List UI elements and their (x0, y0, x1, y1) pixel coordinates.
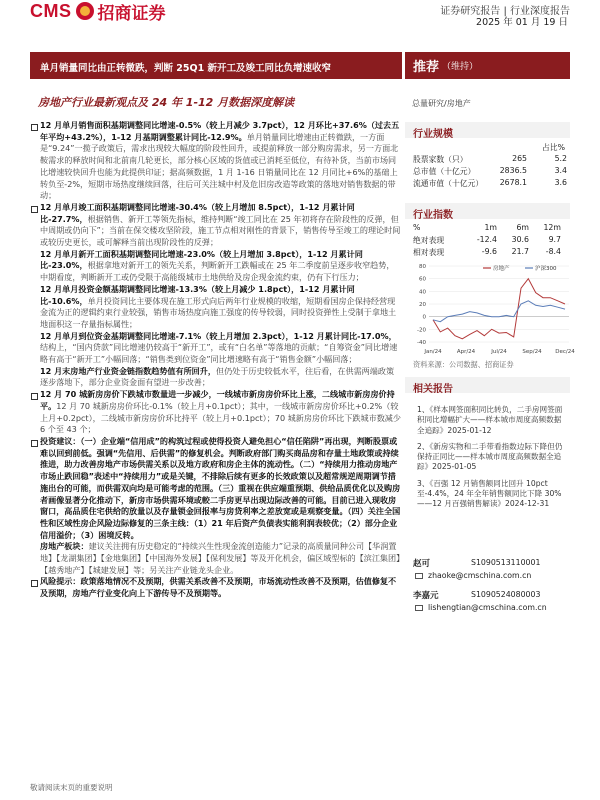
table-cell: -9.6 (481, 247, 497, 256)
y-tick-label: -20 (417, 327, 426, 334)
table-cell: 30.6 (511, 235, 529, 244)
x-tick-label: Sep/24 (522, 349, 542, 355)
x-tick-label: Apr/24 (456, 349, 476, 355)
body-paragraph (30, 436, 402, 541)
mail-icon (413, 605, 428, 611)
table-cell: 265 (512, 154, 527, 163)
y-tick-label: 20 (419, 302, 426, 308)
company-logo (30, 0, 166, 22)
paragraph-lead: 12 月单月销售面积基期调整同比增速-0.5%（较上月减少 3.7pct），12 月环比+37.6%（过去五年平均+43.2%），1-12 月基期调整累计同比-12.9%。 (40, 120, 400, 142)
author-license: S1090524080003 (471, 590, 541, 599)
page-header (0, 0, 600, 52)
paragraph-text: 但仍处于历史较低水平，往后看，在供需两端政策逐步落地下，部分企业资金面有望进一步改善； (40, 365, 395, 388)
table-cell: 21.7 (511, 247, 529, 256)
paragraph-text: 建议关注拥有历史稳定的“持续兴生性现金流创造能力”记录的高质量同种公司【华润置地】【龙湖集团】【金地集团】【中国海外发展】【保利发展】等及开化机会，偏区域型标的【滨江集团】【越秀地产】【城建发展】等；另关注产业链龙头企业。 (40, 541, 401, 575)
body-paragraph (30, 331, 402, 366)
author-row (413, 588, 573, 601)
paragraph-lead: 12 月末房地产行业资金链指数趋势值有所回升， (40, 365, 216, 376)
index-title: 行业指数 (405, 203, 570, 219)
page-footer: 敬请阅读末页的重要说明 (30, 783, 113, 792)
table-cell: % (413, 223, 421, 232)
paragraph-text: 结构上，“国内贷款”同比增速仍较高于“新开工”，或有“白名单”等落地的贡献；“自筹资金”同比增速略有高于“新开工”小幅回落；“销售类到位资金”同比增速略有高于“销售金额”小幅回落； (40, 342, 398, 365)
main-body (30, 120, 402, 760)
body-paragraph (30, 576, 402, 599)
logo-cn: 招商证券 (97, 3, 166, 24)
body-paragraph (30, 284, 402, 331)
y-tick-label: 40 (419, 289, 426, 296)
table-cell: 流通市值（十亿元） (413, 179, 484, 188)
table-cell: 1m (484, 223, 497, 232)
table-cell: 5.2 (554, 154, 567, 163)
body-paragraph (30, 389, 402, 436)
table-cell: 相对表现 (413, 248, 445, 257)
side-category: 总量研究/房地产 (412, 99, 471, 108)
table-row (413, 154, 567, 166)
body-paragraph (30, 541, 402, 576)
paragraph-lead: 12 月单月到位资金基期调整同比增速-7.1%（较上月增加 2.3pct），1-12 月累计同比-17.0%， (40, 330, 397, 341)
table-cell: 2678.1 (499, 178, 527, 187)
table-cell: 3.4 (554, 166, 567, 175)
legend-label: 房地产 (493, 266, 510, 272)
table-row (413, 166, 567, 178)
headline-banner: 单月销量同比由正转微跌，判断 25Q1 新开工及竣工同比负增速收窄 (30, 52, 402, 79)
index-table (413, 223, 561, 259)
paragraph-text: 单月销量同比增速由正转微跌，一方面是“9.24”一揽子政策后，需求出现较大幅度的阶段性回升，或提前释放一部分购房需求，另一方面北鞍需求的释放时间和北前南几轮更长，部分核心区域的货值或已消耗至低位，有待补货，当前市场同比增速较快回升也能为此提供印证；据高频数据，1 月 1-16 日销量同比在 12 月同比+6%的基础上转负至-2%，短期市场热度继续回落，往后可关注城中村及危旧房改造等政策的落地对销售数据的带动； (40, 131, 399, 201)
related-report-link[interactable]: 3、《百强 12 月销售额同比回升 10pct 至-4.4%，24 年全年销售额同比下降 30%——12 月百强销售解读》2024-12-31 (417, 478, 562, 509)
author-email-row (413, 601, 573, 614)
y-tick-label: 80 (419, 264, 426, 270)
body-paragraph (30, 202, 402, 249)
paragraph-lead: 12 月单月投资金额基期调整同比增速-13.3%（较上月减少 1.8pct），1-12 月累计同比-10.6%， (40, 283, 355, 306)
paragraph-lead: 12 月 70 城新房房价下跌城市数量进一步减少，一线城市新房房价环比上涨，二线城市新房房价持平。 (40, 389, 395, 411)
table-header (413, 223, 561, 235)
author-email-row (413, 569, 573, 582)
logo-mark-icon (76, 2, 94, 20)
y-tick-label: 60 (419, 276, 426, 283)
table-cell (413, 142, 483, 154)
rating-box (405, 52, 570, 79)
rating-main: 推荐 (413, 60, 440, 75)
y-tick-label: -40 (417, 340, 426, 346)
x-tick-label: Dec/24 (555, 349, 575, 355)
paragraph-lead: 房地产板块： (40, 541, 89, 552)
scale-title: 行业规模 (405, 122, 570, 138)
table-cell: -8.4 (545, 247, 561, 256)
table-cell: 占比% (541, 143, 565, 152)
authors (413, 556, 573, 620)
author-email[interactable]: zhaoke@cmschina.com.cn (428, 571, 532, 580)
table-cell (483, 142, 521, 154)
body-paragraph (30, 120, 402, 202)
author-name: 李嘉元 (413, 590, 439, 601)
related-report-link[interactable]: 1、《样本网签面积同比转负，二手房网签面积同比增幅扩大——样本城市周度高频数据全追踪》2025-01-12 (417, 405, 563, 435)
paragraph-text: 根据销售、新开工等领先指标，维持判断“竣工同比在 25 年初将存在阶段性的反弹，但中周期或仍向下”；当前在保交楼攻坚阶段，施工节点相对刚性的背景下，销售传导至竣工的理论时间或较历史更长，或可解释当前出现阶段性的反弹； (40, 213, 401, 248)
paragraph-lead: 12 月单月竣工面积基期调整同比增速-30.4%（较上月增加 8.5pct），1-12 月累计同比-27.7%， (40, 201, 355, 224)
table-cell: 12m (543, 223, 561, 232)
paragraph-lead: 12 月单月新开工面积基期调整同比增速-23.0%（较上月增加 3.8pct），1-12 月累计同比-23.0%， (40, 248, 363, 271)
table-cell: 6m (516, 223, 529, 232)
table-cell: 股票家数（只） (413, 155, 468, 164)
report-type: 证券研究报告 | 行业深度报告 (440, 6, 570, 17)
table-row (413, 247, 561, 259)
table-cell: 2836.5 (499, 166, 527, 175)
paragraph-text: 根据拿地对新开工的领先关系，判断新开工跌幅或在 25 年二季度前呈逐步收窄趋势，中期看度，判断新开工或仍受限于高能级城市土地供给及房企现金流约束，仍有下行压力； (40, 260, 395, 283)
related-report-link[interactable]: 2、《新房实物和二手带看指数边际下降但仍保持正同比——样本城市周度高频数据全追踪》2025-01-05 (417, 441, 563, 472)
table-row (413, 235, 561, 247)
author-row (413, 556, 573, 569)
mail-icon (413, 573, 428, 579)
body-paragraph (30, 249, 402, 284)
author-license: S1090513110001 (471, 558, 541, 567)
legend-label: 沪深300 (535, 266, 557, 272)
related-list (417, 405, 567, 516)
logo-en: CMS (30, 0, 72, 21)
table-cell: -12.4 (476, 235, 497, 244)
x-tick-label: Jan/24 (424, 349, 442, 355)
table-cell: 总市值（十亿元） (413, 167, 476, 176)
table-cell: 3.6 (554, 178, 567, 187)
y-tick-label: 0 (422, 314, 426, 321)
rating-sub: （维持） (442, 62, 479, 72)
paragraph-text: 12 月 70 城新房房价环比-0.1%（较上月+0.1pct）；其中，一线城市新房房价环比+0.2%（较上月+0.2pct），二线城市新房房价环比持平（较上月+0.1pct）；70 城新房房价环比下跌城市数减少 6 个至 43 个； (40, 400, 401, 435)
table-cell: 9.7 (548, 235, 561, 244)
x-tick-label: Jul/24 (491, 349, 507, 355)
author-email[interactable]: lishengtian@cmschina.com.cn (428, 603, 547, 612)
series-line-0 (433, 279, 565, 339)
report-date: 2025 年 01 月 19 日 (476, 17, 568, 28)
body-paragraph (30, 366, 402, 389)
paragraph-lead: 风险提示：政策落地情况不及预期，供需关系改善不及预期，市场流动性改善不及预期，估值修复不及预期，房地产行业变化向上下游传导不及预期等。 (40, 576, 397, 599)
table-cell: 绝对表现 (413, 236, 445, 245)
report-subtitle: 房地产行业最新观点及 24 年 1-12 月数据深度解读 (38, 96, 295, 109)
table-row (413, 178, 567, 190)
index-chart (413, 260, 575, 360)
author-name: 赵可 (413, 558, 431, 569)
chart-source: 资料来源：公司数据、招商证券 (413, 360, 514, 369)
paragraph-lead: 投资建议：（一）企业端“信用成”的构筑过程或使得投资人避免担心“信任陷阱”再出现，判断股票或难以回到前低。强调“先信用、后供需”的修复机会。判断政府部门购买商品房和存量土地政策或持续推进，助力改善房地产市场供需关系以及地方政府和房企主体的流动性。（二）“持续用力推动房地产市场止跌回稳”表述中“持续用力”或是关键，不排除后续有更多的长效政策以及超常规逆周期调节措施出台的可能，而供需双向均是可能考虑的范围。（三）重视在供应端重预期、供给品质优化以及购房者画像显著分化推动下，新房市场供需环境或較二手房更早出现边际改善的可能。目前已进入现收房窗口，高品质住宅供给的放量以及存量锁金回报率与房贷利率之差放宽或是观察变量。（四）关注全国性和区域性房企风险边际修复的三条主线：（1）21 年后资产负债表实能利润表较优；（2）部分企业信用溢价；（3）困境反转。 (40, 435, 401, 540)
paragraph-text: 单月投资同比主要体现在施工形式向后两年行业规模的收缩，短期看国房企保持经营现金流为正的逻辑约束行业较强，销售市场热度向施工强度的传导较弱，同时投资弹性上受制于拿地土地面积这一存量指标属性； (40, 295, 397, 329)
table-header (413, 142, 567, 154)
related-title: 相关报告 (405, 377, 570, 393)
scale-table (413, 142, 567, 190)
